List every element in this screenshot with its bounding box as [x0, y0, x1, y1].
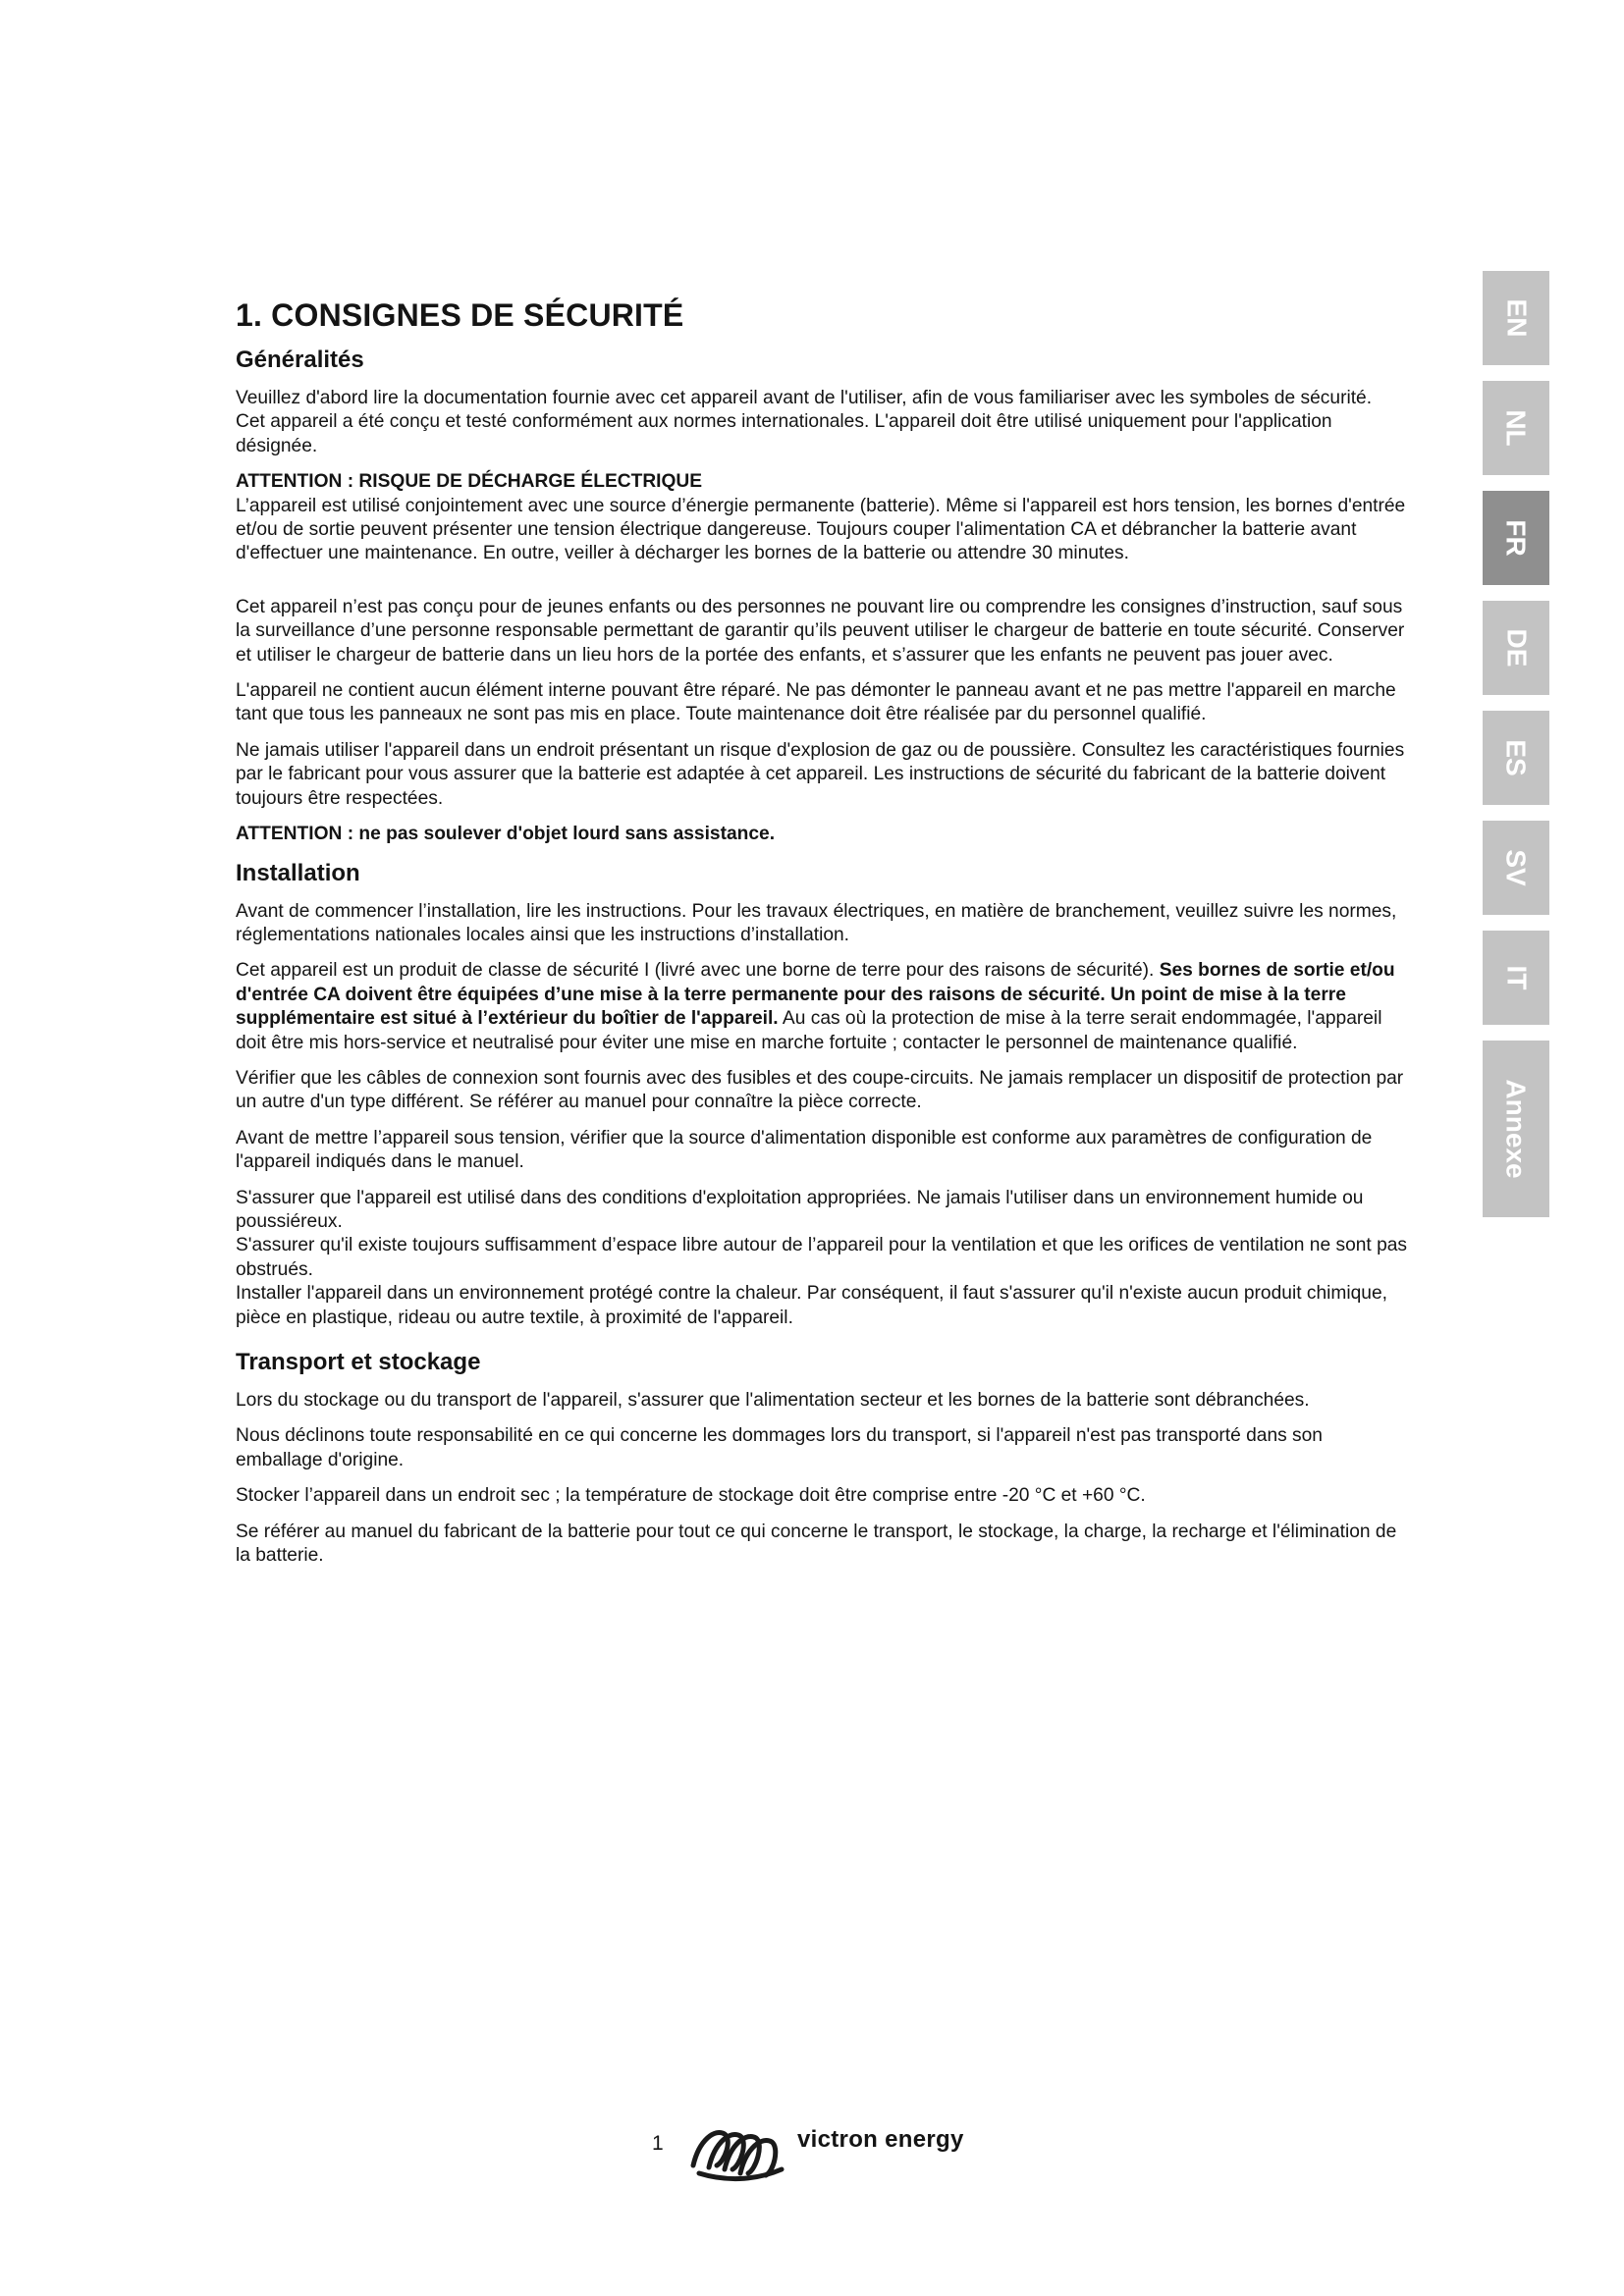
paragraph: Ne jamais utiliser l'appareil dans un endroit présentant un risque d'explosion de gaz ou de poussière. Consultez les caractéristiques fournies par le fabricant pour vous assurer que la batterie est adaptée à cet appareil. Les instructions de sécurité du fabricant de la batterie doivent toujours être respectées. — [236, 739, 1405, 809]
paragraph: L'appareil ne contient aucun élément interne pouvant être réparé. Ne pas démonter le panneau avant et ne pas mettre l'appareil en marche tant que tous les panneaux ne sont pas mis en place. Toute maintenance doit être réalisée par du personnel qualifié. — [236, 680, 1396, 725]
text-run: Au cas où la protection de mise à la terre serait endommagée, l'appareil doit être mis hors-service et neutralisé pour éviter une mise en marche fortuite ; contacter le personnel de maintenance qualifié. — [236, 1008, 1382, 1053]
tab-en[interactable] — [1483, 271, 1549, 365]
tab-es[interactable] — [1483, 711, 1549, 805]
tab-annexe[interactable] — [1483, 1041, 1549, 1217]
paragraph: Veuillez d'abord lire la documentation fournie avec cet appareil avant de l'utiliser, afin de vous familiariser avec les symboles de sécurité. — [236, 388, 1373, 408]
attention-heading: ATTENTION : RISQUE DE DÉCHARGE ÉLECTRIQUE — [236, 471, 703, 493]
tab-label: NL — [1500, 409, 1532, 447]
page-number: 1 — [652, 2132, 664, 2155]
tab-it[interactable] — [1483, 931, 1549, 1025]
tab-label: DE — [1501, 628, 1532, 667]
tab-label: EN — [1501, 298, 1532, 338]
victron-coil-logo-icon — [685, 2120, 793, 2183]
attention-block — [236, 470, 1409, 566]
section-heading-generalites: Généralités — [236, 347, 364, 373]
tab-label: FR — [1500, 519, 1532, 557]
brand-name: victron energy — [797, 2126, 964, 2153]
tab-label: Annexe — [1501, 1079, 1532, 1179]
paragraph: Avant de commencer l’installation, lire les instructions. Pour les travaux électriques, en matière de branchement, veuillez suivre les normes, réglementations nationales locales ainsi que les instructions d’installation. — [236, 900, 1397, 945]
paragraph: Avant de mettre l’appareil sous tension, vérifier que la source d'alimentation disponible est conforme aux paramètres de configuration de l'appareil indiqués dans le manuel. — [236, 1127, 1373, 1173]
page-footer — [648, 2120, 982, 2189]
section-heading-installation: Installation — [236, 859, 360, 886]
tab-label: SV — [1500, 849, 1532, 886]
text-run: Cet appareil est un produit de classe de sécurité I (livré avec une borne de terre pour des raisons de sécurité). — [236, 960, 1160, 982]
paragraph-safety-class — [236, 959, 1409, 1055]
attention-text: L’appareil est utilisé conjointement avec une source d’énergie permanente (batterie). Même si l'appareil est hors tension, les bornes d'entrée et/ou de sortie peuvent présenter une tension électrique dangereuse. Toujours couper l'alimentation CA et débrancher la batterie avant d'effectuer une maintenance. En outre, veiller à décharger les bornes de la batterie ou attendre 30 minutes. — [236, 495, 1406, 564]
tab-label: ES — [1500, 739, 1532, 776]
bold-text-run: Ses bornes de sortie et/ou d'entrée CA doivent être équipées d’une mise à la terre permanente pour des raisons de sécurité. Un point de mise à la terre supplémentaire est situé à l’extérieur du boîtier de l'appareil. — [236, 960, 1395, 1030]
page-title: 1. CONSIGNES DE SÉCURITÉ — [236, 297, 684, 333]
paragraph: Cet appareil n’est pas conçu pour de jeunes enfants ou des personnes ne pouvant lire ou comprendre les consignes d’instruction, sauf sous la surveillance d’une personne responsable permettant de garantir qu’ils peuvent utiliser le chargeur de batterie en toute sécurité. Conserver et utiliser le chargeur de batterie dans un lieu hors de la portée des enfants, et s’assurer que les enfants ne peuvent pas jouer avec. — [236, 596, 1405, 666]
paragraph: Lors du stockage ou du transport de l'appareil, s'assurer que l'alimentation secteur et les bornes de la batterie sont débranchées. — [236, 1390, 1310, 1411]
paragraph: Se référer au manuel du fabricant de la batterie pour tout ce qui concerne le transport, le stockage, la charge, la recharge et l'élimination de la batterie. — [236, 1521, 1397, 1567]
paragraph: Cet appareil a été conçu et testé conformément aux normes internationales. L'appareil doit être utilisé uniquement pour l'application désignée. — [236, 411, 1332, 456]
section-heading-transport: Transport et stockage — [236, 1349, 481, 1375]
document-body — [236, 296, 1409, 1579]
paragraph: Installer l'appareil dans un environnement protégé contre la chaleur. Par conséquent, il faut s'assurer qu'il n'existe aucun produit chimique, pièce en plastique, rideau ou autre textile, à proximité de l'appareil. — [236, 1283, 1387, 1328]
tab-fr[interactable] — [1483, 491, 1549, 585]
paragraph: Stocker l’appareil dans un endroit sec ; la température de stockage doit être comprise entre -20 °C et +60 °C. — [236, 1485, 1146, 1507]
tab-label: IT — [1500, 965, 1532, 990]
tab-de[interactable] — [1483, 601, 1549, 695]
paragraph: S'assurer que l'appareil est utilisé dans des conditions d'exploitation appropriées. Ne jamais l'utiliser dans un environnement humide ou poussiéreux. — [236, 1187, 1364, 1232]
tab-nl[interactable] — [1483, 381, 1549, 475]
paragraph: Vérifier que les câbles de connexion sont fournis avec des fusibles et des coupe-circuits. Ne jamais remplacer un dispositif de protection par un autre d'un type différent. Se référer au manuel pour connaître la pièce correcte. — [236, 1067, 1404, 1113]
attention-lifting: ATTENTION : ne pas soulever d'objet lourd sans assistance. — [236, 824, 776, 845]
paragraph: Nous déclinons toute responsabilité en ce qui concerne les dommages lors du transport, si l'appareil n'est pas transporté dans son emballage d'origine. — [236, 1425, 1323, 1470]
tab-sv[interactable] — [1483, 821, 1549, 915]
paragraph: S'assurer qu'il existe toujours suffisamment d’espace libre autour de l’appareil pour la ventilation et que les orifices de ventilation ne sont pas obstrués. — [236, 1235, 1408, 1280]
